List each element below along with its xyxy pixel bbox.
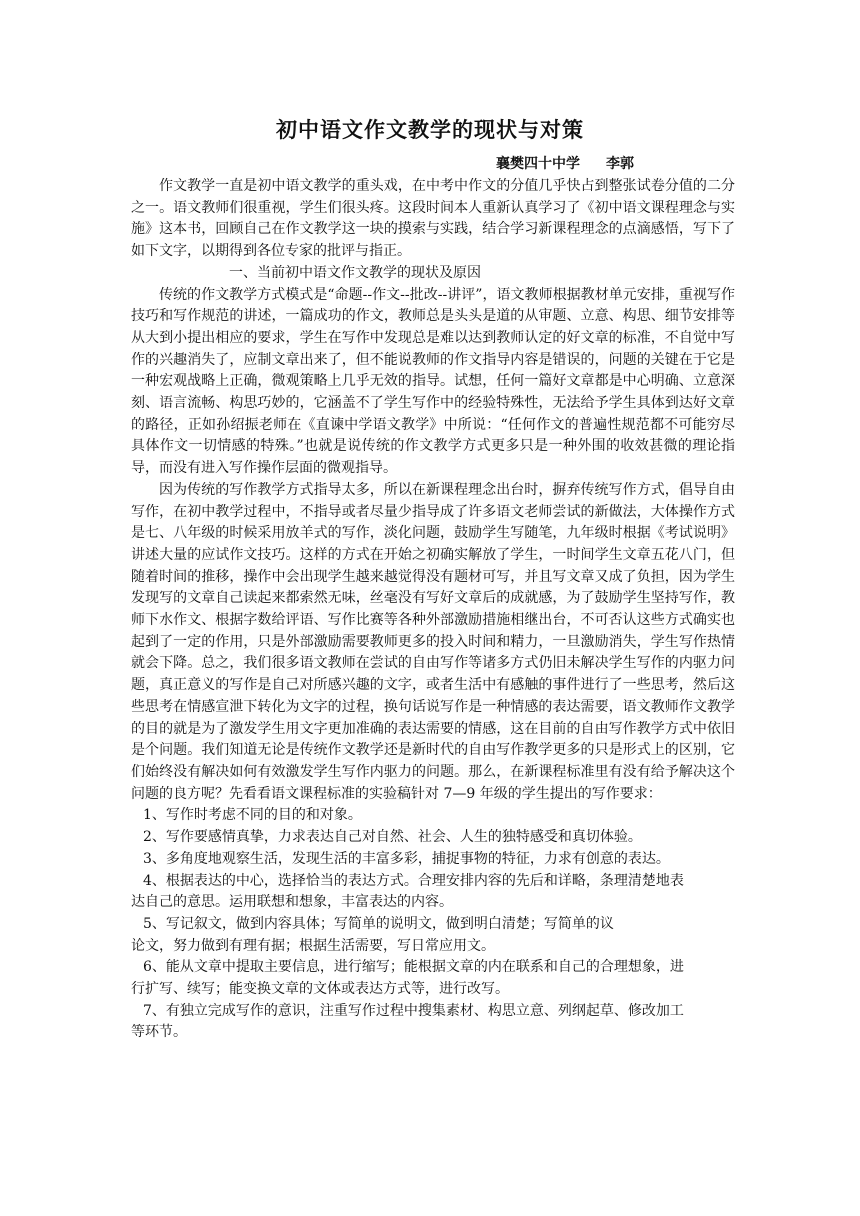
list-item: 2、写作要感情真挚，力求表达自己对自然、社会、人生的独特感受和真切体验。 <box>143 829 642 846</box>
list-item: 4、根据表达的中心，选择恰当的表达方式。合理安排内容的先后和详略，条理清楚地表 达自己的意思。运用联想和想象，丰富表达的内容。 <box>131 872 684 911</box>
list-item: 7、有独立完成写作的意识，注重写作过程中搜集素材、构思立意、列纲起草、修改加工 等环节。 <box>131 1002 684 1041</box>
paragraph-traditional-teaching: 传统的作文教学方式模式是“命题--作文--批改--讲评”，语文教师根据教材单元安排，重视写作技巧和写作规范的讲述，一篇成功的作文，教师总是头头是道的从审题、立意、构思、细节安排等从大到小提出相应的要求，学生在写作中发现总是难以达到教师认定的好文章的标准，不自觉中写作的兴趣消失了，应制文章出来了，但不能说教师的作文指导内容是错误的，问题的关键在于它是一种宏观战略上正确，微观策略上几乎无效的指导。试想，任何一篇好文章都是中心明确、立意深刻、语言流畅、构思巧妙的，它涵盖不了学生写作中的经验特殊性，无法给予学生具体到达好文章的路径，正如孙绍振老师在《直谏中学语文教学》中所说：“任何作文的普遍性规范都不可能穷尽具体作文一切情感的特殊。”也就是说传统的作文教学方式更多只是一种外围的收效甚微的理论指导，而没有进入写作操作层面的微观指导。 <box>131 286 735 477</box>
author-name: 李郭 <box>606 156 634 172</box>
author-line <box>496 153 634 173</box>
document-body <box>131 176 735 1044</box>
list-item: 3、多角度地观察生活，发现生活的丰富多彩，捕捉事物的特征，力求有创意的表达。 <box>143 850 670 867</box>
paragraph-free-writing: 因为传统的写作教学方式指导太多，所以在新课程理念出台时，摒弃传统写作方式，倡导自由写作，在初中教学过程中，不指导或者尽量少指导成了许多语文老师尝试的新做法，大体操作方式是七、八年级的时候采用放羊式的写作，淡化问题，鼓励学生写随笔，九年级时根据《考试说明》讲述大量的应试作文技巧。这样的方式在开始之初确实解放了学生，一时间学生文章五花八门，但随着时间的推移，操作中会出现学生越来越觉得没有题材可写，并且写文章又成了负担，因为学生发现写的文章自己读起来都索然无味，丝毫没有写好文章后的成就感，为了鼓励学生坚持写作，教师下水作文、根据字数给评语、写作比赛等各种外部激励措施相继出台，不可否认这些方式确实也起到了一定的作用，只是外部激励需要教师更多的投入时间和精力，一旦激励消失，学生写作热情就会下降。总之，我们很多语文教师在尝试的自由写作等诸多方式仍旧未解决学生写作的内驱力问题，真正意义的写作是自己对所感兴趣的文字，或者生活中有感触的事件进行了一些思考，然后这些思考在情感宣泄下转化为文字的过程，换句话说写作是一种情感的表达需要，语文教师作文教学的目的就是为了激发学生用文字更加准确的表达需要的情感，这在目前的自由写作教学方式中依旧是个问题。我们知道无论是传统作文教学还是新时代的自由写作教学更多的只是形式上的区别，它们始终没有解决如何有效激发学生写作内驱力的问题。那么，在新课程标准里有没有给予解决这个问题的良方呢？先看看语文课程标准的实验稿针对 7—9 年级的学生提出的写作要求： <box>131 481 735 802</box>
list-item: 5、写记叙文，做到内容具体；写简单的说明文，做到明白清楚；写简单的议 论文，努力做到有理有据；根据生活需要，写日常应用文。 <box>131 915 614 954</box>
intro-paragraph: 作文教学一直是初中语文教学的重头戏，在中考中作文的分值几乎快占到整张试卷分值的二分之一。语文教师们很重视，学生们很头疼。这段时间本人重新认真学习了《初中语文课程理念与实施》这本书，回顾自己在作文教学这一块的摸索与实践，结合学习新课程理念的点滴感悟，写下了如下文字，以期得到各位专家的批评与指正。 <box>131 178 735 260</box>
document-title: 初中语文作文教学的现状与对策 <box>276 117 584 142</box>
school-name: 襄樊四十中学 <box>496 156 580 172</box>
requirements-list <box>131 805 735 1044</box>
list-item: 1、写作时考虑不同的目的和对象。 <box>143 807 362 824</box>
list-item: 6、能从文章中提取主要信息，进行缩写；能根据文章的内在联系和自己的合理想象，进 行扩写、续写；能变换文章的文体或表达方式等，进行改写。 <box>131 959 684 998</box>
section-heading: 一、当前初中语文作文教学的现状及原因 <box>229 264 481 281</box>
